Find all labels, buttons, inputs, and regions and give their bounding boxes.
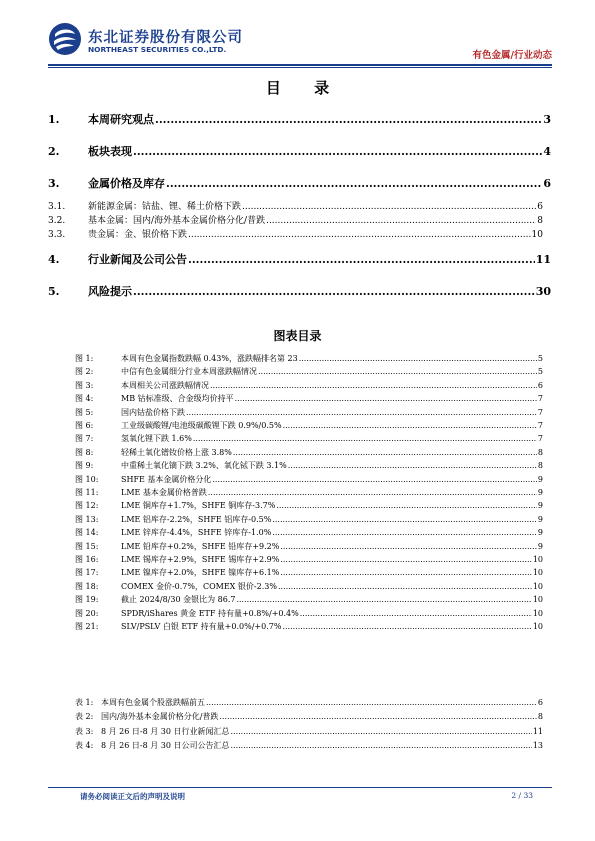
toc-leader — [188, 253, 535, 266]
toc-leader — [272, 515, 537, 524]
figure-entry[interactable] — [75, 433, 543, 444]
figure-entry-page: 5 — [537, 367, 543, 377]
toc-leader — [242, 202, 536, 212]
figure-entry-label: 截止 2024/8/30 金银比为 86.7 — [121, 595, 236, 605]
toc-leader — [208, 488, 537, 497]
toc-leader — [280, 555, 531, 564]
figure-entry-number: 图 8: — [75, 447, 94, 457]
header-rule-thin — [48, 67, 552, 68]
figure-entry-number: 图 7: — [75, 434, 94, 444]
toc-leader — [206, 698, 537, 707]
toc-leader — [231, 727, 532, 736]
table-entry[interactable] — [75, 740, 543, 751]
figure-entry[interactable] — [75, 487, 543, 498]
toc-title: 目 录 — [265, 79, 344, 97]
figure-entry-number: 图 13: — [75, 514, 99, 524]
figure-entry-page: 9 — [537, 488, 543, 497]
figure-entry[interactable] — [75, 581, 543, 592]
page-header — [48, 22, 552, 64]
table-entry-label: 8 月 26 日-8 月 30 日公司公告汇总 — [101, 740, 230, 750]
table-entry-number: 表 3: — [75, 726, 94, 736]
figure-entry-label: 轻稀土氧化镨钕价格上涨 3.8% — [121, 447, 232, 457]
figure-entry[interactable] — [75, 514, 543, 525]
figure-entry[interactable] — [75, 554, 543, 565]
table-entry[interactable] — [75, 726, 543, 737]
figure-entry-label: SHFE 基本金属价格分化 — [121, 474, 212, 484]
figure-entry-label: LME 铜库存+1.7%，SHFE 铜库存-3.7% — [121, 501, 276, 511]
toc-subentry[interactable] — [48, 199, 543, 212]
figure-entry-page: 5 — [537, 354, 543, 363]
header-rule — [48, 64, 552, 66]
figure-entry-number: 图 2: — [75, 367, 94, 377]
table-entry[interactable] — [75, 711, 543, 722]
table-entry-page: 13 — [532, 740, 543, 750]
figure-entry-number: 图 11: — [75, 488, 99, 497]
table-entry[interactable] — [75, 697, 543, 708]
toc-entry[interactable] — [48, 283, 551, 299]
figure-entry-number: 图 21: — [75, 622, 99, 631]
toc-leader — [236, 595, 531, 604]
figure-entry-page: 9 — [537, 528, 543, 538]
figure-entry-label: LME 锡库存+2.9%，SHFE 锡库存+2.9% — [121, 555, 280, 564]
figure-entry-page: 10 — [532, 595, 543, 605]
figure-entry-label: 国内钴盐价格下跌 — [121, 407, 185, 417]
figure-list-title: 图表目录 — [273, 329, 322, 343]
figure-entry[interactable] — [75, 420, 543, 431]
figure-entry-page: 7 — [537, 421, 543, 430]
toc-entry[interactable] — [48, 111, 551, 127]
figure-entry-number: 图 17: — [75, 568, 99, 578]
toc-leader — [280, 568, 531, 577]
toc-entry[interactable] — [48, 175, 551, 191]
toc-subentry-label: 新能源金属：钴盐、锂、稀土价格下跌 — [88, 202, 242, 212]
toc-entry-label: 风险提示 — [88, 285, 132, 298]
toc-subentry-page: 8 — [537, 216, 543, 226]
toc-leader — [258, 367, 537, 376]
figure-entry[interactable] — [75, 567, 543, 578]
footer-disclaimer: 请务必阅读正文后的声明及说明 — [80, 792, 185, 801]
figure-entry-number: 图 1: — [75, 354, 94, 363]
toc-leader — [288, 461, 537, 470]
figure-entry-label: COMEX 金价-0.7%，COMEX 银价-2.3% — [121, 581, 277, 591]
table-entry-page: 11 — [532, 726, 543, 736]
toc-leader — [166, 177, 542, 190]
toc-subentry-number: 3.3. — [48, 230, 66, 240]
figure-entry-label: SLV/PSLV 白银 ETF 持有量+0.0%/+0.7% — [121, 622, 282, 631]
toc-leader — [272, 528, 537, 537]
figure-entry-number: 图 10: — [75, 474, 99, 484]
figure-entry-number: 图 20: — [75, 608, 99, 618]
figure-entry-page: 9 — [537, 501, 543, 511]
figure-entry-number: 图 18: — [75, 581, 99, 591]
footer-page-number: 2 / 33 — [511, 791, 533, 800]
toc-leader — [193, 434, 537, 443]
figure-entry-page: 6 — [537, 380, 543, 390]
toc-leader — [219, 712, 537, 721]
figure-entry-label: LME 铝库存-2.2%，SHFE 铝库存-0.5% — [121, 514, 272, 524]
figure-entry-page: 10 — [532, 581, 543, 591]
toc-entry-number: 1. — [48, 113, 60, 126]
figure-entry[interactable] — [75, 527, 543, 538]
figure-entry[interactable] — [75, 541, 543, 552]
toc-leader — [210, 381, 537, 390]
figure-entry-label: LME 锌库存-4.4%，SHFE 锌库存-1.0% — [121, 528, 272, 538]
toc-leader — [133, 285, 535, 298]
table-entry-page: 6 — [537, 698, 543, 707]
table-entry-label: 国内/海外基本金属价格分化/普跌 — [101, 712, 219, 722]
figure-entry-page: 9 — [537, 541, 543, 551]
figure-entry-page: 9 — [537, 514, 543, 524]
toc-entry-page: 6 — [543, 177, 551, 190]
figure-entry-label: LME 镍库存+2.0%，SHFE 镍库存+6.1% — [121, 568, 280, 578]
toc-leader — [276, 501, 537, 510]
company-logo-icon — [48, 22, 82, 56]
figure-entry-page: 8 — [537, 447, 543, 457]
toc-leader — [186, 408, 537, 417]
toc-leader — [278, 582, 532, 591]
toc-leader — [212, 475, 537, 484]
figure-entry-page: 7 — [537, 407, 543, 417]
toc-entry-label: 本周研究观点 — [88, 113, 154, 126]
figure-entry-page: 7 — [537, 394, 543, 404]
figure-entry-page: 10 — [532, 622, 543, 631]
toc-leader — [235, 394, 537, 403]
table-entry-label: 本周有色金属个股涨跌幅前五 — [101, 698, 205, 707]
figure-entry-page: 10 — [532, 608, 543, 618]
figure-entry-label: 本周有色金属指数跌幅 0.43%，涨跌幅排名第 23 — [121, 354, 298, 363]
toc-subentry-label: 贵金属：金、银价格下跌 — [88, 230, 188, 240]
figure-entry[interactable] — [75, 594, 543, 605]
toc-leader — [266, 216, 536, 226]
figure-entry-number: 图 9: — [75, 461, 94, 471]
toc-leader — [133, 145, 542, 158]
toc-subentry-number: 3.1. — [48, 202, 66, 212]
toc-entry-label: 行业新闻及公司公告 — [88, 253, 187, 266]
toc-subentry-page: 6 — [537, 202, 543, 212]
figure-entry-number: 图 3: — [75, 380, 94, 390]
figure-entry-number: 图 16: — [75, 555, 99, 564]
figure-entry-label: SPDR/iShares 黄金 ETF 持有量+0.8%/+0.4% — [121, 608, 299, 618]
toc-leader — [300, 609, 532, 618]
footer-rule — [48, 787, 552, 788]
toc-entry-page: 4 — [543, 145, 551, 158]
toc-entry-number: 2. — [48, 145, 60, 158]
figure-entry-label: 氢氧化锂下跌 1.6% — [121, 434, 192, 444]
table-entry-label: 8 月 26 日-8 月 30 日行业新闻汇总 — [101, 726, 230, 736]
toc-subentry-number: 3.2. — [48, 216, 66, 226]
toc-subentry[interactable] — [48, 227, 543, 240]
toc-entry-page: 11 — [535, 253, 551, 266]
table-entry-number: 表 2: — [75, 712, 94, 722]
toc-entry-number: 3. — [48, 177, 60, 190]
figure-entry-page: 10 — [532, 555, 543, 564]
figure-entry-page: 7 — [537, 434, 543, 444]
toc-leader — [155, 113, 542, 126]
toc-entry-label: 板块表现 — [88, 145, 132, 158]
figure-entry[interactable] — [75, 366, 543, 377]
table-entry-number: 表 1: — [75, 698, 94, 707]
toc-leader — [282, 622, 531, 631]
figure-entry-number: 图 15: — [75, 541, 99, 551]
report-type: 有色金属/行业动态 — [472, 50, 552, 61]
toc-entry[interactable] — [48, 143, 551, 159]
figure-entry-label: LME 铅库存+0.2%，SHFE 铅库存+9.2% — [121, 541, 280, 551]
figure-entry-page: 9 — [537, 474, 543, 484]
figure-entry[interactable] — [75, 474, 543, 485]
table-entry-number: 表 4: — [75, 740, 94, 750]
toc-leader — [231, 741, 532, 750]
toc-entry-page: 3 — [543, 113, 551, 126]
toc-entry-number: 4. — [48, 253, 60, 266]
figure-entry-number: 图 6: — [75, 421, 94, 430]
toc-entry[interactable] — [48, 251, 551, 267]
figure-entry-number: 图 19: — [75, 595, 99, 605]
toc-subentry-page: 10 — [531, 230, 543, 240]
figure-entry[interactable] — [75, 393, 543, 404]
toc-subentry[interactable] — [48, 213, 543, 226]
figure-entry-label: 中重稀土氧化镝下跌 3.2%、氧化铽下跌 3.1% — [121, 461, 287, 471]
table-entry-page: 8 — [537, 712, 543, 722]
figure-entry-page: 8 — [537, 461, 543, 471]
toc-leader — [188, 230, 531, 240]
company-name-cn: 东北证券股份有限公司 — [88, 30, 243, 46]
toc-leader — [283, 421, 537, 430]
figure-entry-label: 本周相关公司涨跌幅情况 — [121, 380, 209, 390]
figure-entry-number: 图 12: — [75, 501, 99, 511]
company-name-en: NORTHEAST SECURITIES CO.,LTD. — [88, 45, 227, 54]
figure-entry[interactable] — [75, 460, 543, 471]
figure-entry-number: 图 4: — [75, 394, 94, 404]
figure-entry[interactable] — [75, 407, 543, 418]
figure-entry[interactable] — [75, 500, 543, 511]
figure-entry-page: 10 — [532, 568, 543, 578]
figure-entry-number: 图 5: — [75, 407, 94, 417]
figure-entry[interactable] — [75, 621, 543, 632]
figure-entry[interactable] — [75, 380, 543, 391]
toc-entry-number: 5. — [48, 285, 60, 298]
figure-entry-label: MB 钴标准级、合金级均价持平 — [121, 394, 234, 404]
toc-subentry-label: 基本金属：国内/海外基本金属价格分化/普跌 — [88, 216, 266, 226]
toc-entry-label: 金属价格及库存 — [88, 177, 165, 190]
figure-entry-label: 工业级碳酸锂/电池级碳酸锂下跌 0.9%/0.5% — [121, 421, 282, 430]
figure-entry[interactable] — [75, 353, 543, 364]
figure-entry[interactable] — [75, 608, 543, 619]
figure-entry-number: 图 14: — [75, 528, 99, 538]
figure-entry-label: LME 基本金属价格普跌 — [121, 488, 207, 497]
figure-entry[interactable] — [75, 447, 543, 458]
toc-leader — [280, 542, 537, 551]
toc-entry-page: 30 — [535, 285, 551, 298]
toc-leader — [233, 448, 537, 457]
figure-entry-label: 中信有色金属细分行业本周涨跌幅情况 — [121, 367, 257, 377]
toc-leader — [299, 354, 537, 363]
